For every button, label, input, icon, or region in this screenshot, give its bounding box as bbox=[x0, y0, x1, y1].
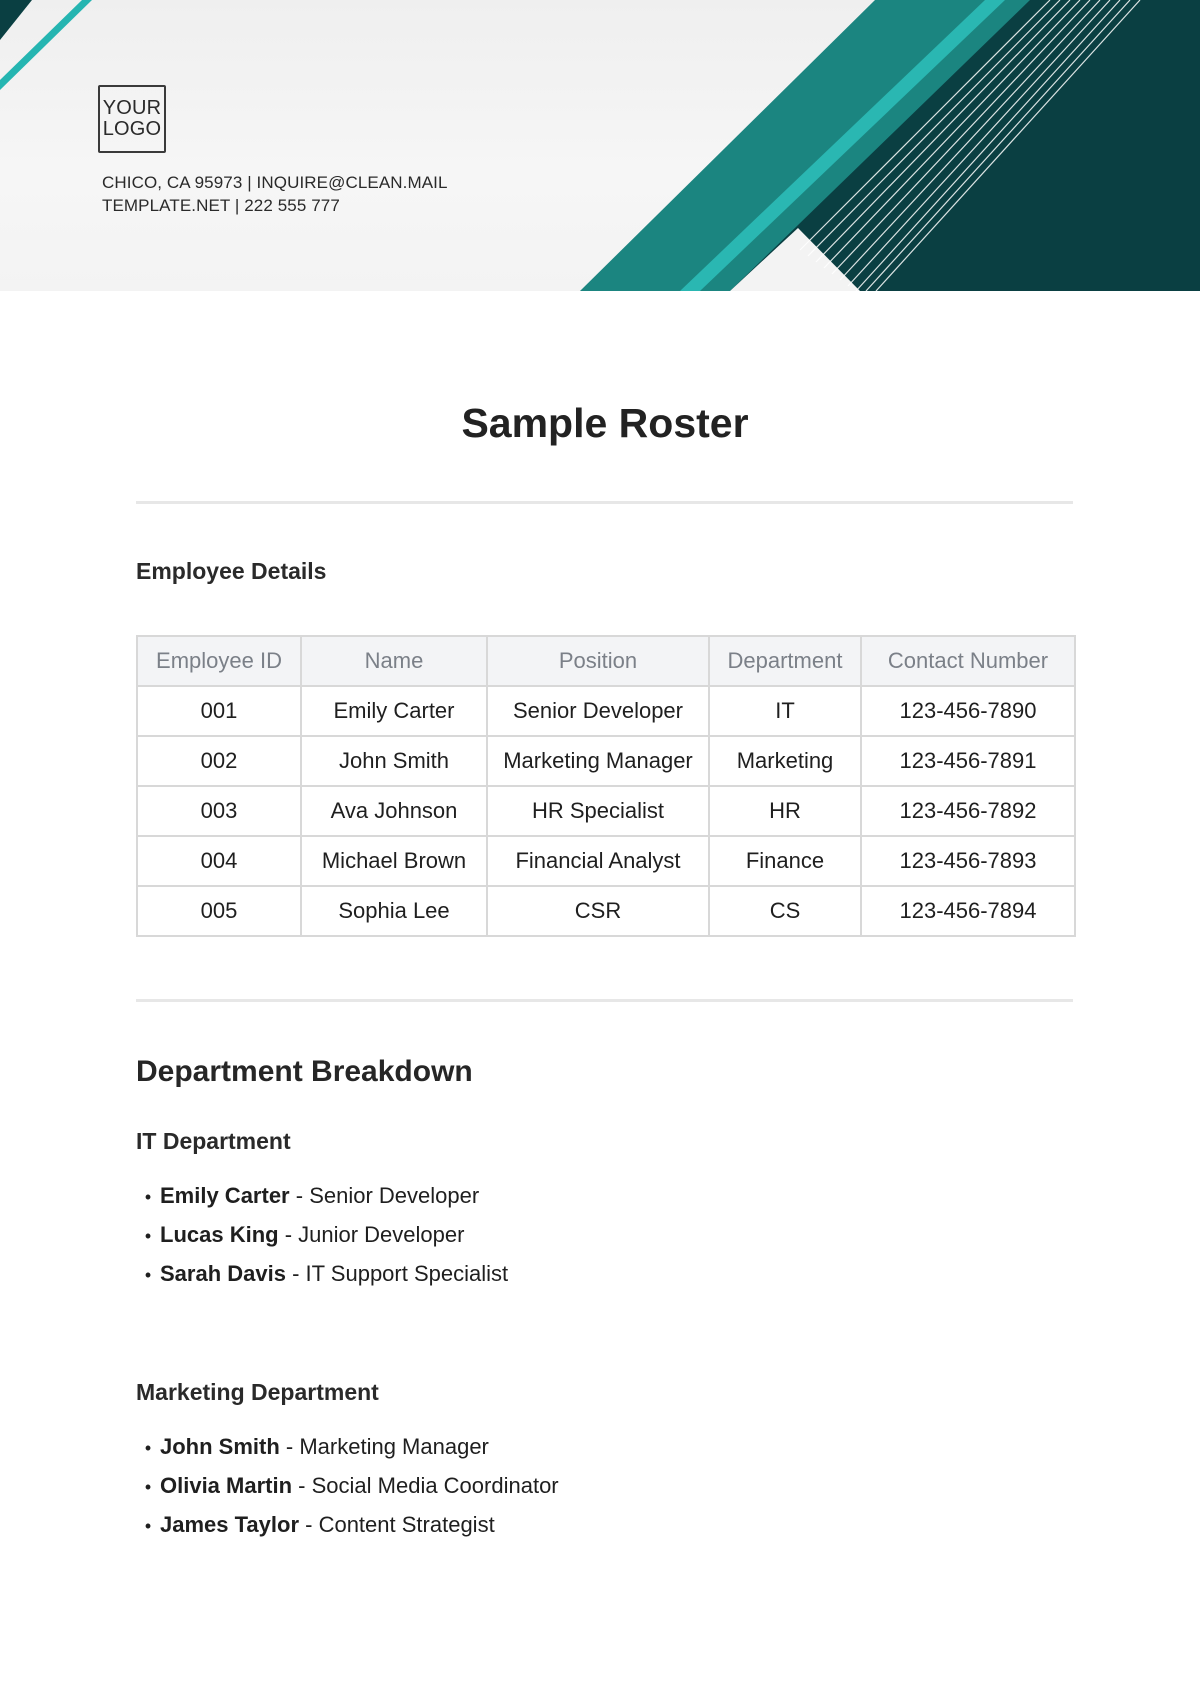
bullet-icon: • bbox=[144, 1226, 152, 1246]
cell-department: Marketing bbox=[709, 736, 861, 786]
member-name: Sarah Davis bbox=[160, 1261, 286, 1286]
bullet-icon: • bbox=[144, 1265, 152, 1285]
divider-top bbox=[136, 501, 1073, 504]
cell-name: Sophia Lee bbox=[301, 886, 487, 936]
member-role: Senior Developer bbox=[309, 1183, 480, 1208]
contact-line-2: TEMPLATE.NET | 222 555 777 bbox=[102, 196, 340, 215]
cell-department: Finance bbox=[709, 836, 861, 886]
cell-contact: 123-456-7893 bbox=[861, 836, 1075, 886]
cell-contact: 123-456-7890 bbox=[861, 686, 1075, 736]
member-name: Emily Carter bbox=[160, 1183, 290, 1208]
cell-employee-id: 001 bbox=[137, 686, 301, 736]
logo-placeholder bbox=[98, 85, 166, 153]
cell-position: HR Specialist bbox=[487, 786, 709, 836]
cell-name: Michael Brown bbox=[301, 836, 487, 886]
col-header-position: Position bbox=[487, 636, 709, 686]
it-department-list bbox=[136, 1176, 508, 1293]
department-breakdown-heading: Department Breakdown bbox=[136, 1055, 473, 1088]
col-header-name: Name bbox=[301, 636, 487, 686]
bullet-icon: • bbox=[144, 1187, 152, 1207]
list-item: • James Taylor - Content Strategist bbox=[136, 1505, 559, 1544]
marketing-department-heading: Marketing Department bbox=[136, 1379, 379, 1405]
marketing-department-list bbox=[136, 1427, 559, 1544]
member-name: Olivia Martin bbox=[160, 1473, 293, 1498]
cell-contact: 123-456-7891 bbox=[861, 736, 1075, 786]
col-header-department: Department bbox=[709, 636, 861, 686]
page-title: Sample Roster bbox=[461, 400, 749, 446]
list-item: • Emily Carter - Senior Developer bbox=[136, 1176, 508, 1215]
col-header-employee-id: Employee ID bbox=[137, 636, 301, 686]
corner-dark-triangle bbox=[0, 0, 32, 40]
divider-middle bbox=[136, 999, 1073, 1002]
col-header-contact: Contact Number bbox=[861, 636, 1075, 686]
bullet-icon: • bbox=[144, 1516, 152, 1536]
list-item: • John Smith - Marketing Manager bbox=[136, 1427, 559, 1466]
table-row bbox=[137, 736, 1075, 786]
cell-employee-id: 005 bbox=[137, 886, 301, 936]
cell-employee-id: 002 bbox=[137, 736, 301, 786]
header-decoration bbox=[0, 0, 1200, 291]
cell-name: Emily Carter bbox=[301, 686, 487, 736]
bullet-icon: • bbox=[144, 1438, 152, 1458]
member-role: Marketing Manager bbox=[299, 1434, 489, 1459]
member-role: Junior Developer bbox=[298, 1222, 465, 1247]
table-row bbox=[137, 786, 1075, 836]
cell-contact: 123-456-7894 bbox=[861, 886, 1075, 936]
table-row bbox=[137, 836, 1075, 886]
cell-position: Marketing Manager bbox=[487, 736, 709, 786]
it-department-heading: IT Department bbox=[136, 1128, 291, 1154]
member-name: Lucas King bbox=[160, 1222, 279, 1247]
employee-table bbox=[136, 635, 1076, 937]
member-role: IT Support Specialist bbox=[305, 1261, 509, 1286]
list-item: • Olivia Martin - Social Media Coordinator bbox=[136, 1466, 559, 1505]
cell-contact: 123-456-7892 bbox=[861, 786, 1075, 836]
table-row bbox=[137, 686, 1075, 736]
cell-position: CSR bbox=[487, 886, 709, 936]
table-header-row bbox=[137, 636, 1075, 686]
cell-department: HR bbox=[709, 786, 861, 836]
cell-employee-id: 003 bbox=[137, 786, 301, 836]
list-item: • Sarah Davis - IT Support Specialist bbox=[136, 1254, 508, 1293]
cell-position: Financial Analyst bbox=[487, 836, 709, 886]
member-role: Content Strategist bbox=[318, 1512, 495, 1537]
employee-details-heading: Employee Details bbox=[136, 558, 327, 584]
member-name: John Smith bbox=[160, 1434, 280, 1459]
header-banner bbox=[0, 0, 1200, 291]
cell-name: Ava Johnson bbox=[301, 786, 487, 836]
contact-info bbox=[102, 171, 448, 217]
cell-position: Senior Developer bbox=[487, 686, 709, 736]
table-row bbox=[137, 886, 1075, 936]
bullet-icon: • bbox=[144, 1477, 152, 1497]
cell-employee-id: 004 bbox=[137, 836, 301, 886]
member-role: Social Media Coordinator bbox=[311, 1473, 559, 1498]
logo-text: YOUR LOGO bbox=[102, 97, 162, 140]
cell-department: CS bbox=[709, 886, 861, 936]
cell-name: John Smith bbox=[301, 736, 487, 786]
contact-line-1: CHICO, CA 95973 | INQUIRE@CLEAN.MAIL bbox=[102, 173, 448, 192]
member-name: James Taylor bbox=[160, 1512, 300, 1537]
cell-department: IT bbox=[709, 686, 861, 736]
list-item: • Lucas King - Junior Developer bbox=[136, 1215, 508, 1254]
